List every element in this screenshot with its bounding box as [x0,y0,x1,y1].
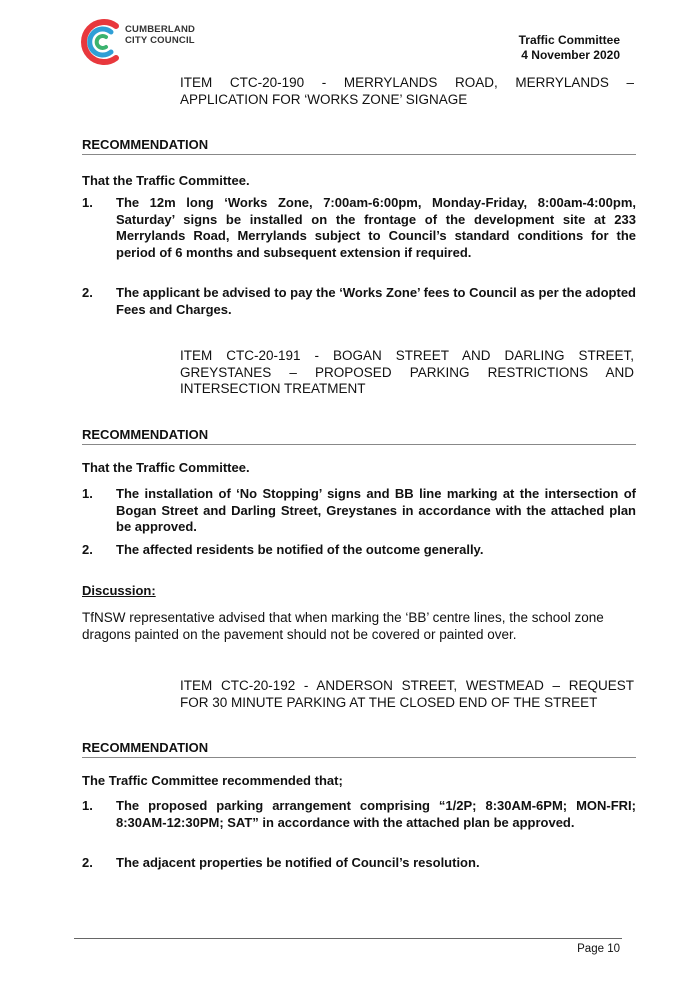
point-text: The 12m long ‘Works Zone, 7:00am-6:00pm, Monday-Friday, 8:00am-4:00pm, Saturday’ signs be installed on the frontage of the development site at 233 Merrylands Road, Merrylands subject to Council’s standard conditions for the period of 6 months and subsequent extension if required. [116,195,636,260]
point-text: The installation of ‘No Stopping’ signs and BB line marking at the intersection of Bogan Street and Darling Street, Greystanes in accordance with the attached plan be approved. [116,486,636,534]
recommendation-heading: RECOMMENDATION [82,740,636,758]
council-name-line1: CUMBERLAND [125,24,196,35]
recommendation-heading: RECOMMENDATION [82,427,636,445]
point-text: The applicant be advised to pay the ‘Works Zone’ fees to Council as per the adopted Fees and Charges. [116,285,636,317]
point-number: 1. [82,195,93,210]
recommendation-intro: The Traffic Committee recommended that; [82,773,343,788]
committee-name: Traffic Committee [518,33,620,47]
item-title [180,348,634,398]
item-title-main: ITEM CTC-20-191 - BOGAN STREET AND DARLING STREET, GREYSTANES – PROPOSED PARKING RESTRICTIONS AND [180,348,634,380]
council-name-line2: CITY COUNCIL [125,35,195,46]
council-name [125,24,195,46]
council-logo [76,14,226,70]
point-number: 2. [82,855,93,870]
discussion-text: TfNSW representative advised that when marking the ‘BB’ centre lines, the school zone dragons painted on the pavement should not be covered or painted over. [82,610,604,642]
recommendation-intro: That the Traffic Committee. [82,460,250,475]
footer-divider [74,938,622,939]
point-number: 1. [82,486,93,501]
point-number: 2. [82,542,93,557]
item-title-last: FOR 30 MINUTE PARKING AT THE CLOSED END OF THE STREET [180,694,598,710]
point-text: The proposed parking arrangement comprising “1/2P; 8:30AM-6PM; MON-FRI; 8:30AM-12:30PM; SAT” in accordance with the attached plan be approved. [116,798,636,830]
page-number: Page 10 [577,943,620,955]
item-title [180,678,634,711]
item-title-last: APPLICATION FOR ‘WORKS ZONE’ SIGNAGE [180,91,468,107]
point-text: The affected residents be notified of the outcome generally. [116,542,484,557]
recommendation-point [82,542,636,559]
point-text: The adjacent properties be notified of Council’s resolution. [116,855,480,870]
recommendation-point [82,195,636,261]
point-number: 2. [82,285,93,300]
item-title-main: ITEM CTC-20-192 - ANDERSON STREET, WESTMEAD – REQUEST [180,678,634,693]
item-title-last: INTERSECTION TREATMENT [180,381,366,396]
recommendation-heading: RECOMMENDATION [82,137,636,155]
discussion-heading: Discussion: [82,583,156,598]
item-title [180,75,634,108]
point-number: 1. [82,798,93,813]
recommendation-intro: That the Traffic Committee. [82,173,250,188]
recommendation-point [82,798,636,831]
council-logo-icon [76,14,124,70]
recommendation-point [82,486,636,536]
meeting-date: 4 November 2020 [521,48,620,62]
recommendation-point [82,285,636,318]
header-meta [519,33,620,63]
recommendation-point [82,855,636,872]
item-title-main: ITEM CTC-20-190 - MERRYLANDS ROAD, MERRYLANDS – [180,75,634,90]
